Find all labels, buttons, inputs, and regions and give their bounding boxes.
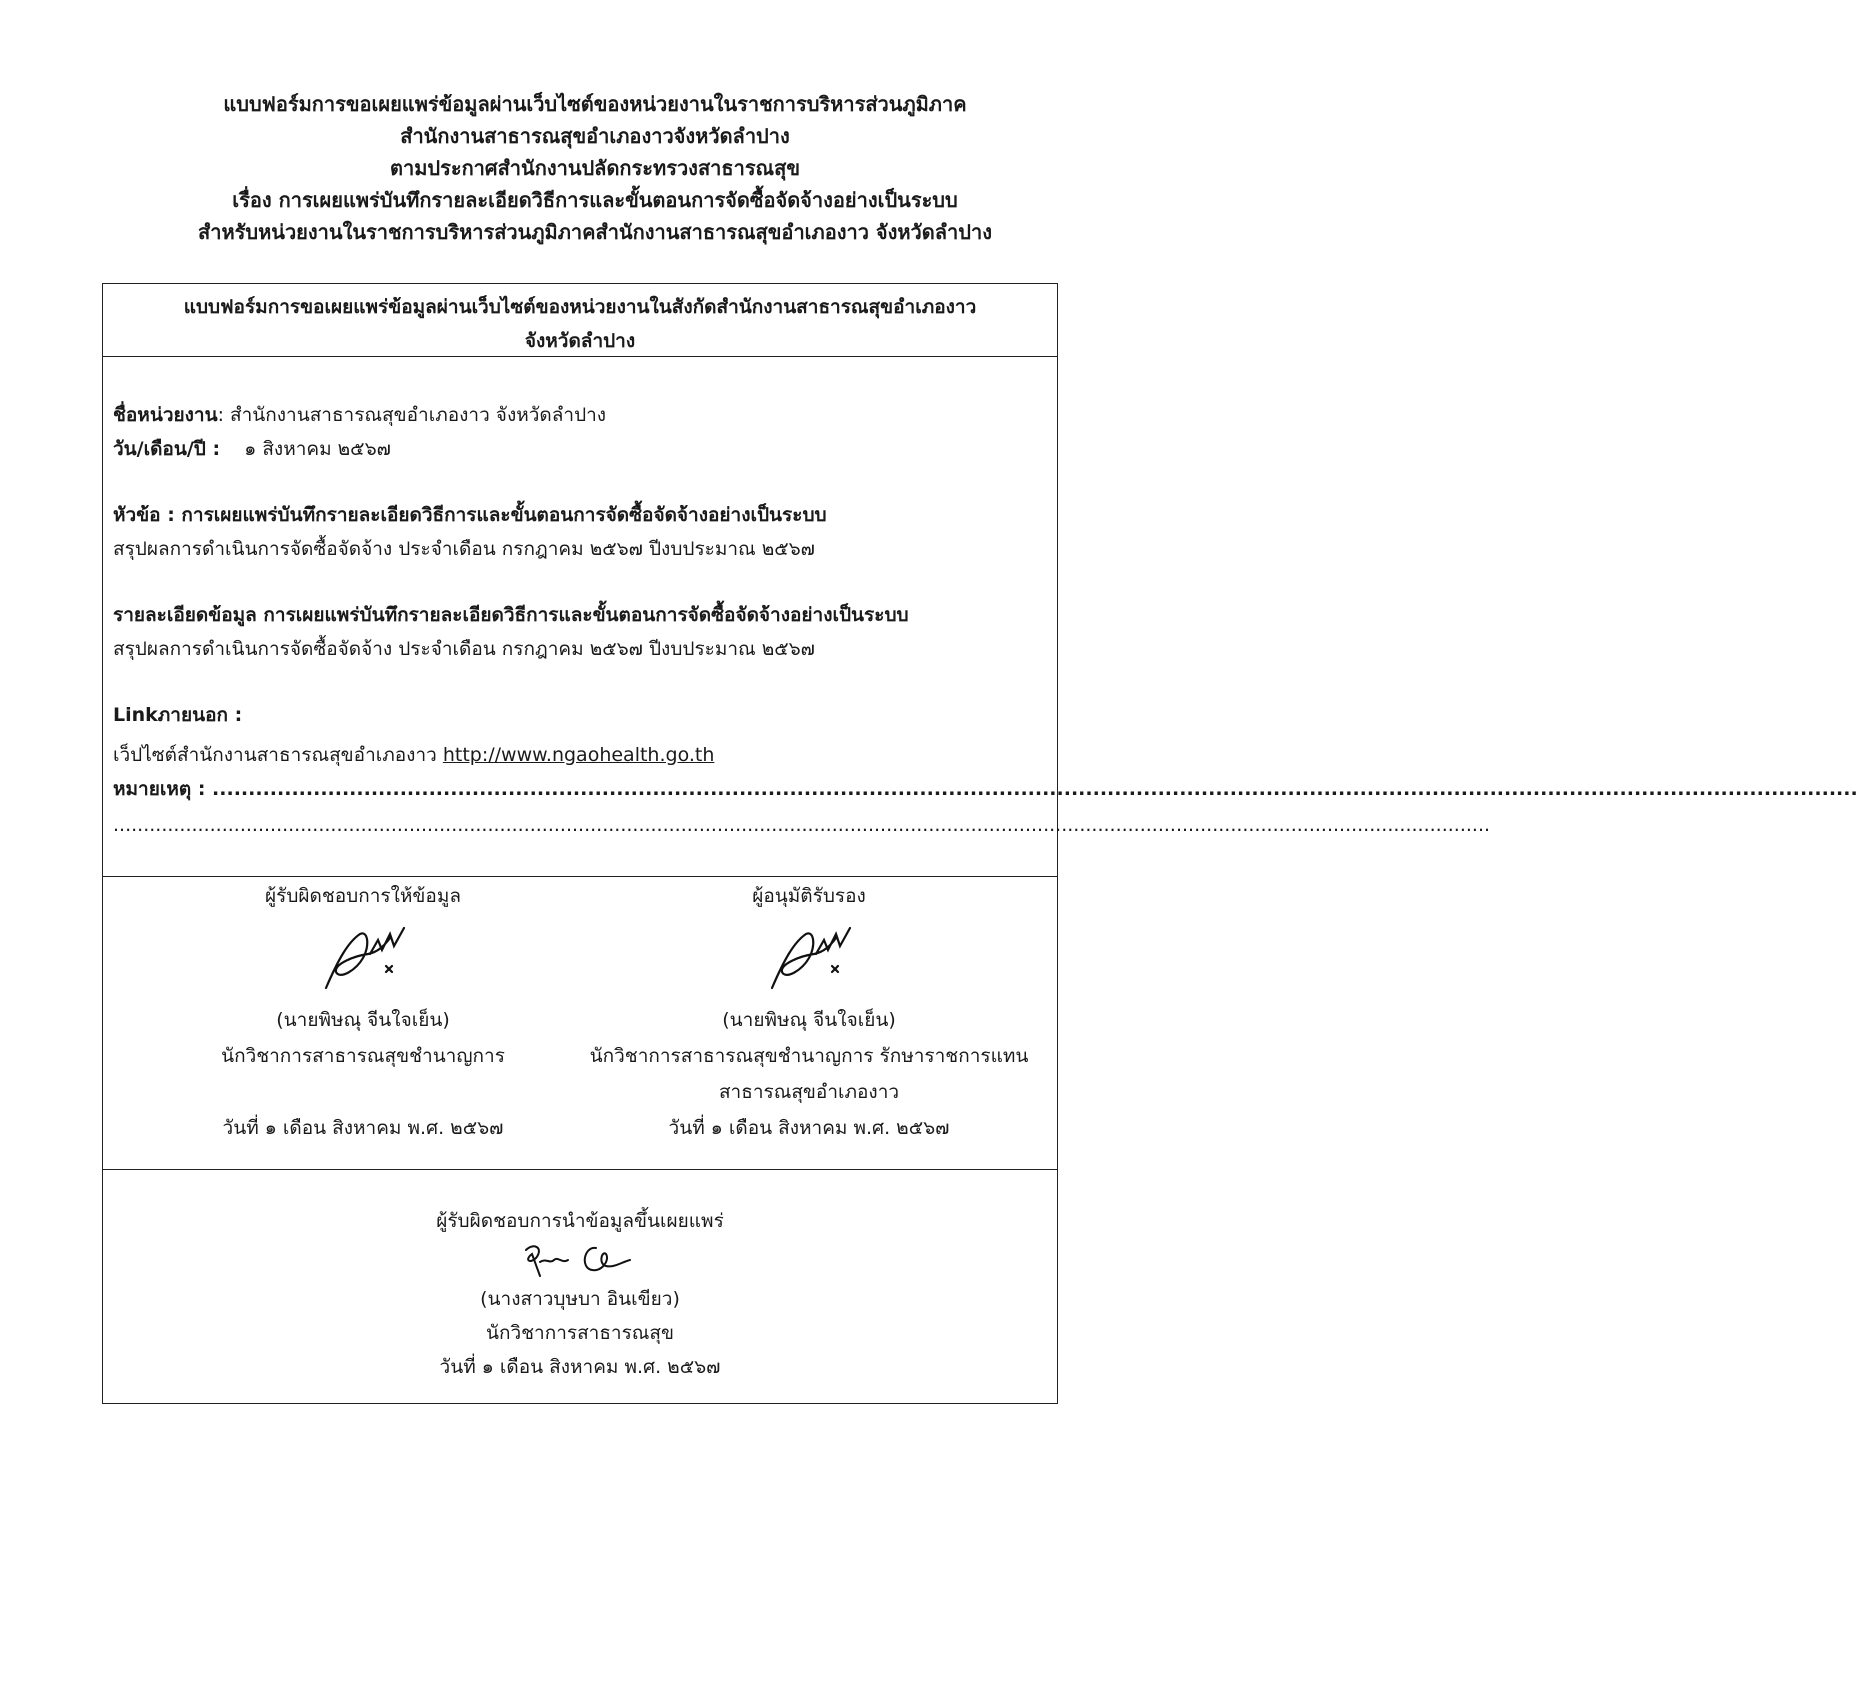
form-title-line-1: แบบฟอร์มการขอเผยแพร่ข้อมูลผ่านเว็บไซต์ของหน่วยงานในสังกัดสำนักงานสาธารณสุขอำเภองาว <box>183 296 977 318</box>
provider-role: ผู้รับผิดชอบการให้ข้อมูล <box>265 885 461 907</box>
provider-position: นักวิชาการสาธารณสุขชำนาญการ <box>221 1045 505 1067</box>
provider-date: วันที่ ๑ เดือน สิงหาคม พ.ศ. ๒๕๖๗ <box>222 1117 504 1139</box>
date-value: ๑ สิงหาคม ๒๕๖๗ <box>244 438 391 460</box>
divider <box>103 356 1057 357</box>
header-line-2: สำนักงานสาธารณสุขอำเภองาวจังหวัดลำปาง <box>400 124 790 148</box>
agency-row <box>113 398 1043 432</box>
agency-value: : สำนักงานสาธารณสุขอำเภองาว จังหวัดลำปาง <box>217 404 607 426</box>
header-line-3: ตามประกาศสำนักงานปลัดกระทรวงสาธารณสุข <box>389 156 800 180</box>
document-header <box>100 88 1090 248</box>
remark-dots-line: .................................................................................................................................................................................................................................... <box>113 814 1491 836</box>
header-line-1: แบบฟอร์มการขอเผยแพร่ข้อมูลผ่านเว็บไซต์ของหน่วยงานในราชการบริหารส่วนภูมิภาค <box>223 92 967 116</box>
signature-provider <box>143 878 583 1146</box>
signature-image <box>754 920 864 998</box>
provider-name: (นายพิษณุ จีนใจเย็น) <box>276 1009 450 1031</box>
header-line-5: สำหรับหน่วยงานในราชการบริหารส่วนภูมิภาคสำนักงานสาธารณสุขอำเภองาว จังหวัดลำปาง <box>198 220 992 244</box>
remark-label: หมายเหตุ : <box>113 778 213 800</box>
publisher-date: วันที่ ๑ เดือน สิงหาคม พ.ศ. ๒๕๖๗ <box>439 1356 721 1378</box>
topic-label: หัวข้อ : การเผยแพร่บันทึกรายละเอียดวิธีการและขั้นตอนการจัดซื้อจัดจ้างอย่างเป็นระบบ <box>113 504 827 526</box>
approver-position-2: สาธารณสุขอำเภองาว <box>718 1081 900 1103</box>
remark-dots: .................................................................................................................................................................................................................................... <box>212 778 1858 800</box>
agency-label: ชื่อหน่วยงาน <box>113 404 218 426</box>
signature-image <box>308 920 418 998</box>
publisher-position: นักวิชาการสาธารณสุข <box>485 1322 675 1344</box>
website-label: เว็ปไซต์สำนักงานสาธารณสุขอำเภองาว <box>113 744 443 766</box>
form-title <box>103 290 1057 358</box>
approver-position-1: นักวิชาการสาธารณสุขชำนาญการ รักษาราชการแทน <box>589 1045 1029 1067</box>
publisher-name: (นางสาวบุษบา อินเขียว) <box>480 1288 680 1310</box>
date-label: วัน/เดือน/ปี : <box>113 438 221 460</box>
remark-row <box>113 772 1858 806</box>
approver-name: (นายพิษณุ จีนใจเย็น) <box>722 1009 896 1031</box>
form-title-line-2: จังหวัดลำปาง <box>524 330 636 352</box>
divider <box>103 876 1057 877</box>
link-label: Linkภายนอก : <box>113 704 243 726</box>
detail-value: สรุปผลการดำเนินการจัดซื้อจัดจ้าง ประจำเดือน กรกฎาคม ๒๕๖๗ ปีงบประมาณ ๒๕๖๗ <box>113 638 815 660</box>
detail-label: รายละเอียดข้อมูล การเผยแพร่บันทึกรายละเอียดวิธีการและขั้นตอนการจัดซื้อจัดจ้างอย่างเป็นระบบ <box>113 604 909 626</box>
approver-date: วันที่ ๑ เดือน สิงหาคม พ.ศ. ๒๕๖๗ <box>668 1117 950 1139</box>
website-link[interactable]: http://www.ngaohealth.go.th <box>442 744 715 766</box>
publisher-role: ผู้รับผิดชอบการนำข้อมูลขึ้นเผยแพร่ <box>436 1210 724 1232</box>
header-line-4: เรื่อง การเผยแพร่บันทึกรายละเอียดวิธีการและขั้นตอนการจัดซื้อจัดจ้างอย่างเป็นระบบ <box>232 188 958 212</box>
divider <box>103 1169 1057 1170</box>
signature-approver <box>589 878 1029 1146</box>
publication-form <box>102 283 1858 1404</box>
date-row <box>113 432 1043 466</box>
website-row <box>113 738 1043 772</box>
signature-image <box>510 1238 650 1282</box>
form-info <box>113 398 1858 842</box>
approver-role: ผู้อนุมัติรับรอง <box>752 885 866 907</box>
signature-publisher <box>103 1204 1057 1384</box>
topic-value: สรุปผลการดำเนินการจัดซื้อจัดจ้าง ประจำเดือน กรกฎาคม ๒๕๖๗ ปีงบประมาณ ๒๕๖๗ <box>113 538 815 560</box>
